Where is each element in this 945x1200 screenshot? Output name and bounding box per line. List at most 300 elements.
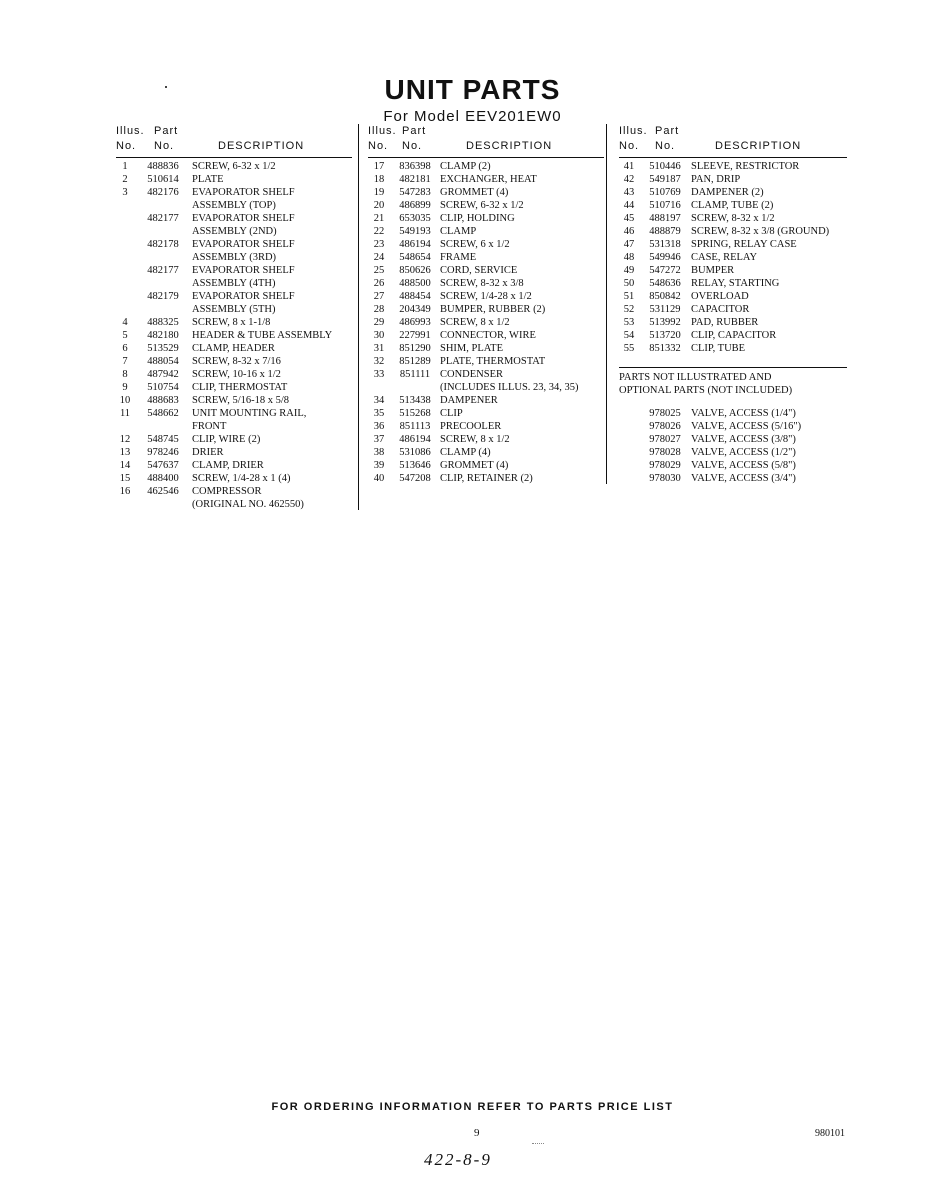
part-number: 510446 [649,161,681,172]
illus-number: 15 [119,473,131,484]
part-number: 462546 [147,486,179,497]
parts-row [368,316,604,329]
parts-row [368,420,604,433]
part-description: CAPACITOR [691,304,750,315]
part-description: CLIP, TUBE [691,343,746,354]
parts-row [619,433,847,446]
parts-row [368,446,604,459]
part-description: VALVE, ACCESS (5/16") [691,421,802,432]
parts-row [116,459,352,472]
part-number: 978246 [147,447,179,458]
part-number: 851332 [649,343,681,354]
illus-number: 31 [373,343,385,354]
illus-number [619,407,639,420]
illus-number: 34 [373,395,385,406]
illus-number: 35 [373,408,385,419]
part-description: SCREW, 6 x 1/2 [440,239,510,250]
part-number: 486899 [399,200,431,211]
parts-row [368,355,604,368]
part-description: BUMPER, RUBBER (2) [440,304,546,315]
parts-row [368,329,604,342]
part-number: 510614 [147,174,179,185]
part-description: CLIP, WIRE (2) [192,434,261,445]
part-description: UNIT MOUNTING RAIL, [192,408,307,419]
illus-number: 45 [623,213,635,224]
parts-row [116,225,352,238]
parts-row [116,290,352,303]
illus-number: 28 [373,304,385,315]
part-description: VALVE, ACCESS (3/4") [691,473,796,484]
illus-number [116,498,134,511]
parts-row [116,368,352,381]
not-illustrated-section [619,367,847,485]
part-number: 850626 [399,265,431,276]
parts-row [116,277,352,290]
part-description: PAD, RUBBER [691,317,759,328]
part-number: 488054 [147,356,179,367]
parts-row [116,251,352,264]
parts-row [116,407,352,420]
parts-row [368,186,604,199]
illus-number [116,251,134,264]
part-number: 549946 [649,252,681,263]
illus-number [619,433,639,446]
parts-row [116,238,352,251]
part-description: SPRING, RELAY CASE [691,239,797,250]
part-number: 510754 [147,382,179,393]
parts-row [368,277,604,290]
part-number: 513992 [649,317,681,328]
part-number: 482180 [147,330,179,341]
part-number: 978026 [649,421,681,432]
illus-number: 32 [373,356,385,367]
part-number: 851113 [399,421,431,432]
part-description: DRIER [192,447,224,458]
part-description: SCREW, 6-32 x 1/2 [440,200,524,211]
illus-number [116,420,134,433]
parts-row [368,433,604,446]
part-description: SCREW, 10-16 x 1/2 [192,369,281,380]
parts-row [619,251,847,264]
parts-row [368,459,604,472]
illus-number: 30 [373,330,385,341]
header-no: No. [619,140,640,152]
illus-number: 11 [119,408,131,419]
part-number: 482179 [147,291,179,302]
illus-number: 6 [122,343,128,354]
parts-row [619,212,847,225]
part-number: 488500 [399,278,431,289]
part-description: EVAPORATOR SHELF [192,187,295,198]
part-number: 488879 [649,226,681,237]
part-number: 548636 [649,278,681,289]
part-number: 515268 [399,408,431,419]
part-description: DAMPENER [440,395,498,406]
part-description: SCREW, 6-32 x 1/2 [192,161,276,172]
parts-row [619,199,847,212]
column-divider [358,124,359,510]
part-number [134,498,192,511]
illus-number: 38 [373,447,385,458]
illus-number: 43 [623,187,635,198]
parts-row [619,407,847,420]
illus-number [116,277,134,290]
parts-row [116,498,352,511]
part-description: CONDENSER [440,369,504,380]
illus-number: 24 [373,252,385,263]
part-number: 548662 [147,408,179,419]
illus-number: 37 [373,434,385,445]
part-description: CLAMP, DRIER [192,460,264,471]
part-description: ASSEMBLY (3RD) [192,252,277,263]
part-number [134,199,192,212]
part-description: GROMMET (4) [440,187,509,198]
part-description: OVERLOAD [691,291,749,302]
part-description: CLIP, RETAINER (2) [440,473,533,484]
ordering-note: FOR ORDERING INFORMATION REFER TO PARTS PRICE LIST [271,1101,674,1113]
part-description: DAMPENER (2) [691,187,764,198]
part-number: 488325 [147,317,179,328]
part-number: 549193 [399,226,431,237]
part-description: SCREW, 8-32 x 3/8 (GROUND) [691,226,830,237]
illus-number: 39 [373,460,385,471]
illus-number [619,459,639,472]
illus-number [116,264,134,277]
parts-row [116,381,352,394]
illus-number [116,238,134,251]
illus-number: 33 [373,369,385,380]
illus-number: 40 [373,473,385,484]
parts-row [116,212,352,225]
part-description: ASSEMBLY (2ND) [192,226,277,237]
parts-column-2 [368,124,604,485]
illus-number: 1 [122,161,128,172]
part-description: VALVE, ACCESS (5/8") [691,460,796,471]
part-number: 510716 [649,200,681,211]
part-number: 851290 [399,343,431,354]
parts-column-3 [619,124,847,485]
illus-number: 54 [623,330,635,341]
illus-number: 26 [373,278,385,289]
parts-row [619,420,847,433]
illus-number: 48 [623,252,635,263]
part-number: 488400 [147,473,179,484]
not-illustrated-heading: PARTS NOT ILLUSTRATED AND [619,372,772,383]
illus-number [368,381,390,394]
parts-row [116,446,352,459]
header-description: DESCRIPTION [218,140,305,152]
illus-number: 51 [623,291,635,302]
part-description: CORD, SERVICE [440,265,518,276]
illus-number: 18 [373,174,385,185]
part-description: PLATE [192,174,224,185]
part-description: PAN, DRIP [691,174,741,185]
header-illus: Illus. [368,125,397,137]
header-no: No. [402,140,423,152]
part-number: 978029 [649,460,681,471]
part-description: SCREW, 8-32 x 3/8 [440,278,524,289]
parts-row [116,433,352,446]
part-description: EVAPORATOR SHELF [192,265,295,276]
part-description: GROMMET (4) [440,460,509,471]
part-description: FRONT [192,421,227,432]
parts-row [619,264,847,277]
illus-number: 10 [119,395,131,406]
illus-number: 22 [373,226,385,237]
part-number: 549187 [649,174,681,185]
illus-number [116,303,134,316]
header-part: Part [154,125,179,137]
illus-number: 2 [122,174,128,185]
part-number [134,303,192,316]
illus-number: 14 [119,460,131,471]
illus-number: 41 [623,161,635,172]
part-number: 531129 [649,304,681,315]
page-title: UNIT PARTS [384,74,561,105]
parts-row [619,342,847,355]
parts-row [368,251,604,264]
illus-number [619,446,639,459]
illus-number: 49 [623,265,635,276]
parts-row [619,290,847,303]
column-divider [606,124,607,484]
parts-row [368,290,604,303]
parts-row [116,329,352,342]
part-description: RELAY, STARTING [691,278,780,289]
illus-number: 55 [623,343,635,354]
part-number: 531318 [649,239,681,250]
parts-row [368,212,604,225]
part-description: CLIP, HOLDING [440,213,515,224]
column-header [116,124,352,158]
part-description: ASSEMBLY (5TH) [192,304,276,315]
part-number [134,225,192,238]
parts-row [116,303,352,316]
part-number: 513720 [649,330,681,341]
part-description: CLAMP (2) [440,161,491,172]
illus-number: 23 [373,239,385,250]
illus-number: 42 [623,174,635,185]
part-description: CLAMP, TUBE (2) [691,200,774,211]
part-number: 547637 [147,460,179,471]
illus-number: 46 [623,226,635,237]
illus-number: 50 [623,278,635,289]
parts-row [116,420,352,433]
parts-row [116,173,352,186]
part-description: SCREW, 1/4-28 x 1 (4) [192,473,291,484]
part-number: 978025 [649,408,681,419]
part-number: 531086 [399,447,431,458]
illus-number: 5 [122,330,128,341]
part-number [134,251,192,264]
dotted-mark [532,1143,544,1144]
parts-row [619,303,847,316]
illus-number: 4 [122,317,128,328]
parts-row [619,329,847,342]
part-description: (ORIGINAL NO. 462550) [192,499,304,510]
illus-number [116,225,134,238]
parts-row [368,407,604,420]
parts-row [368,199,604,212]
part-number: 488454 [399,291,431,302]
illus-number: 44 [623,200,635,211]
header-no: No. [655,140,676,152]
parts-row [116,160,352,173]
header-part: Part [402,125,427,137]
illus-number: 13 [119,447,131,458]
part-number: 850842 [649,291,681,302]
part-description: CLIP, CAPACITOR [691,330,777,341]
parts-row [619,225,847,238]
part-description: CLAMP (4) [440,447,491,458]
handwritten-note: 422-8-9 [424,1150,492,1169]
part-number: 488683 [147,395,179,406]
part-number: 513529 [147,343,179,354]
part-description: CLIP, THERMOSTAT [192,382,288,393]
part-description: CONNECTOR, WIRE [440,330,536,341]
part-description: EVAPORATOR SHELF [192,239,295,250]
parts-row [619,446,847,459]
part-description: VALVE, ACCESS (3/8") [691,434,796,445]
parts-row [116,342,352,355]
parts-row [116,199,352,212]
part-description: (INCLUDES ILLUS. 23, 34, 35) [440,382,579,393]
part-number: 482177 [147,265,179,276]
parts-row [368,472,604,485]
part-description: CLAMP [440,226,477,237]
parts-row [368,160,604,173]
part-description: EXCHANGER, HEAT [440,174,537,185]
part-description: COMPRESSOR [192,486,262,497]
illus-number: 19 [373,187,385,198]
parts-row [116,186,352,199]
illus-number: 25 [373,265,385,276]
parts-row [619,277,847,290]
column-header [368,124,604,158]
part-number: 227991 [399,330,431,341]
header-no: No. [368,140,389,152]
illus-number: 52 [623,304,635,315]
part-number: 482177 [147,213,179,224]
illus-number: 3 [122,187,128,198]
illus-number [619,472,639,485]
document-code: 980101 [815,1128,845,1139]
part-description: SCREW, 8 x 1-1/8 [192,317,271,328]
header-description: DESCRIPTION [715,140,802,152]
illus-number: 9 [122,382,128,393]
part-description: SHIM, PLATE [440,343,504,354]
parts-row [619,186,847,199]
part-number: 978028 [649,447,681,458]
part-number: 547208 [399,473,431,484]
illus-number [619,420,639,433]
part-description: EVAPORATOR SHELF [192,291,295,302]
page-number: 9 [474,1127,480,1139]
part-description: VALVE, ACCESS (1/2") [691,447,796,458]
illus-number: 36 [373,421,385,432]
part-description: PLATE, THERMOSTAT [440,356,546,367]
part-description: CLIP [440,408,463,419]
part-description: ASSEMBLY (TOP) [192,200,276,211]
part-number [390,381,440,394]
illus-number: 16 [119,486,131,497]
header-no: No. [154,140,175,152]
illus-number: 29 [373,317,385,328]
part-description: SCREW, 8-32 x 1/2 [691,213,775,224]
parts-row [368,394,604,407]
header-no: No. [116,140,137,152]
parts-row [368,368,604,381]
part-number: 482178 [147,239,179,250]
illus-number: 20 [373,200,385,211]
part-description: HEADER & TUBE ASSEMBLY [192,330,333,341]
part-description: SLEEVE, RESTRICTOR [691,161,800,172]
illus-number [116,199,134,212]
parts-row [116,316,352,329]
part-number: 513646 [399,460,431,471]
part-number: 653035 [399,213,431,224]
parts-row [368,381,604,394]
parts-row [116,394,352,407]
parts-row [619,316,847,329]
part-number: 482181 [399,174,431,185]
illus-number [116,212,134,225]
parts-row [368,238,604,251]
part-description: FRAME [440,252,477,263]
part-number: 548745 [147,434,179,445]
part-number: 482176 [147,187,179,198]
part-number: 851289 [399,356,431,367]
parts-row [368,264,604,277]
parts-row [368,303,604,316]
part-description: CLAMP, HEADER [192,343,275,354]
part-description: SCREW, 8 x 1/2 [440,317,510,328]
illus-number: 7 [122,356,128,367]
part-description: SCREW, 1/4-28 x 1/2 [440,291,532,302]
part-number: 510769 [649,187,681,198]
parts-row [116,485,352,498]
part-description: SCREW, 8 x 1/2 [440,434,510,445]
header-part: Part [655,125,680,137]
part-description: PRECOOLER [440,421,502,432]
part-number: 547272 [649,265,681,276]
parts-row [368,173,604,186]
part-description: SCREW, 8-32 x 7/16 [192,356,281,367]
header-description: DESCRIPTION [466,140,553,152]
part-number: 487942 [147,369,179,380]
illus-number: 47 [623,239,635,250]
parts-row [116,264,352,277]
column-header [619,124,847,158]
illus-number: 27 [373,291,385,302]
parts-row [619,459,847,472]
part-number: 486194 [399,434,431,445]
parts-row [619,238,847,251]
parts-row [619,472,847,485]
parts-row [368,225,604,238]
part-number: 488836 [147,161,179,172]
part-description: CASE, RELAY [691,252,758,263]
part-number [134,277,192,290]
parts-row [619,173,847,186]
parts-row [619,160,847,173]
parts-row [116,355,352,368]
not-illustrated-heading: OPTIONAL PARTS (NOT INCLUDED) [619,385,793,396]
part-number: 486993 [399,317,431,328]
part-description: ASSEMBLY (4TH) [192,278,276,289]
part-number: 513438 [399,395,431,406]
part-number: 548654 [399,252,431,263]
